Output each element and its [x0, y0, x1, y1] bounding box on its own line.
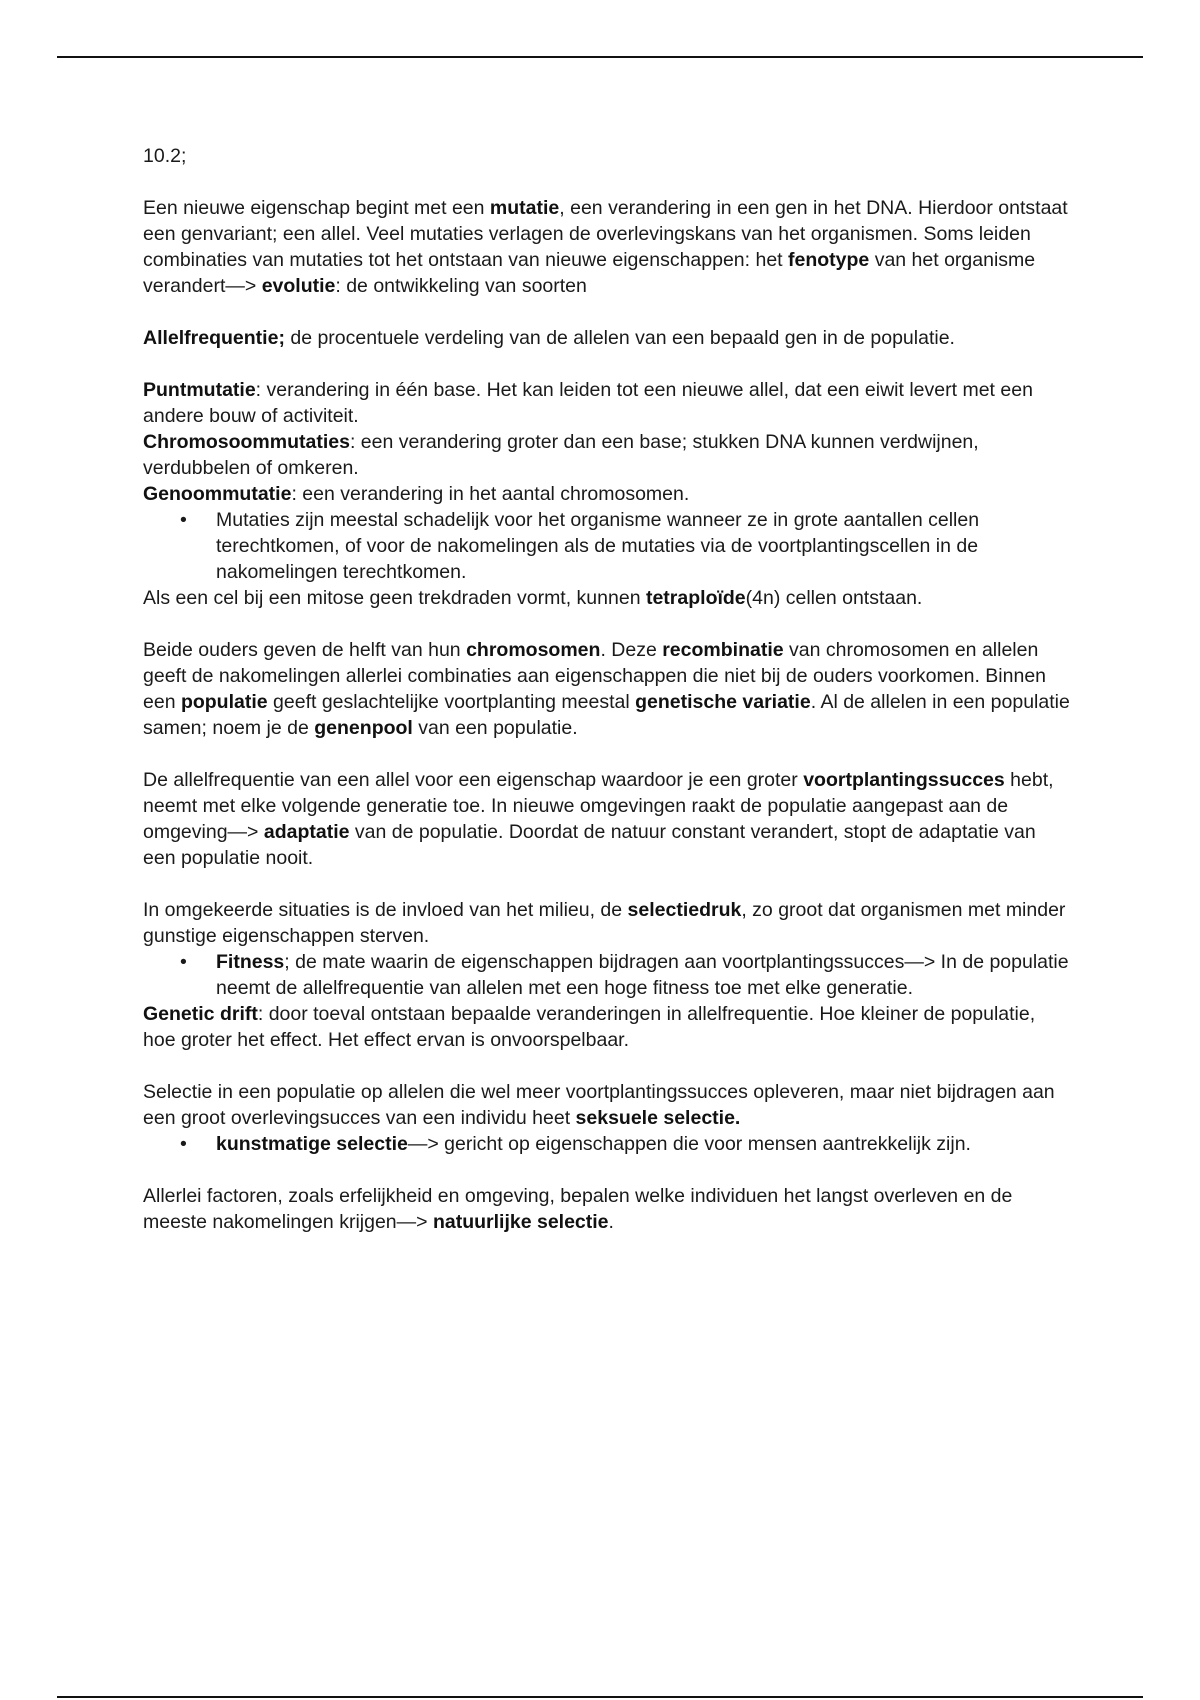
- term-mutatie: mutatie: [489, 197, 560, 219]
- footer-rule: [57, 1696, 1143, 1698]
- bullet-list: [143, 1131, 1073, 1157]
- list-item: • Fitness; de mate waarin de eigenschappen bijdragen aan voortplantingssucces—> In de populatie neemt de allelfrequentie van allelen met een hoge fitness toe met elke generatie.: [180, 951, 1069, 999]
- definition-chromosoommutaties: Chromosoommutaties: een verandering groter dan een base; stukken DNA kunnen verdwijnen, verdubbelen of omkeren.: [143, 431, 979, 479]
- list-item: • Mutaties zijn meestal schadelijk voor het organisme wanneer ze in grote aantallen cellen terechtkomen, of voor de nakomelingen als de mutaties via de voortplantingscellen in de nakomelingen terechtkomen.: [180, 509, 980, 583]
- term-voortplantingssucces: voortplantingssucces: [803, 769, 1005, 791]
- bullet-list: [143, 949, 1073, 1001]
- bullet-icon: •: [180, 509, 187, 531]
- paragraph-selectiedruk: In omgekeerde situaties is de invloed van het milieu, de selectiedruk, zo groot dat organismen met minder gunstige eigenschappen sterven. • Fitness; de mate waarin de eigenschappen bijdragen aan voortplantingssucces—> In de populatie neemt de allelfrequentie van allelen met een hoge fitness toe met elke generatie. Genetic drift: door toeval ontstaan bepaalde veranderingen in allelfrequentie. Hoe kleiner de populatie, hoe groter het effect. Het effect ervan is onvoorspelbaar.: [143, 897, 1073, 1053]
- paragraph-natuurlijke-selectie: Allerlei factoren, zoals erfelijkheid en omgeving, bepalen welke individuen het langst overleven en de meeste nakomelingen krijgen—> natuurlijke selectie.: [143, 1185, 1013, 1233]
- sentence-tetraploide: Als een cel bij een mitose geen trekdraden vormt, kunnen tetraploïde(4n) cellen ontstaan.: [143, 587, 923, 609]
- header-rule: [57, 56, 1143, 58]
- bullet-icon: •: [180, 951, 187, 973]
- section-heading: 10.2;: [143, 145, 187, 167]
- paragraph-recombinatie: Beide ouders geven de helft van hun chromosomen. Deze recombinatie van chromosomen en allelen geeft de nakomelingen allerlei combinaties aan eigenschappen die niet bij de ouders voorkomen. Binnen een populatie geeft geslachtelijke voortplanting meestal genetische variatie. Al de allelen in een populatie samen; noem je de genenpool van een populatie.: [143, 639, 1070, 739]
- term-recombinatie: recombinatie: [662, 639, 784, 661]
- term-fenotype: fenotype: [788, 249, 870, 271]
- definition-genetic-drift: Genetic drift: door toeval ontstaan bepaalde veranderingen in allelfrequentie. Hoe kleiner de populatie, hoe groter het effect. Het effect ervan is onvoorspelbaar.: [143, 1003, 1036, 1051]
- term-populatie: populatie: [180, 691, 268, 713]
- term-genenpool: genenpool: [314, 717, 413, 739]
- definition-puntmutatie: Puntmutatie: verandering in één base. Het kan leiden tot een nieuwe allel, dat een eiwit levert met een andere bouw of activiteit.: [143, 379, 1033, 427]
- bullet-icon: •: [180, 1133, 187, 1155]
- term-selectiedruk: selectiedruk: [627, 899, 742, 921]
- paragraph-mutatietypes: [143, 377, 1073, 611]
- term-tetraploide: tetraploïde: [645, 587, 746, 609]
- term-natuurlijke-selectie: natuurlijke selectie: [432, 1211, 609, 1233]
- list-item: • kunstmatige selectie—> gericht op eigenschappen die voor mensen aantrekkelijk zijn.: [180, 1133, 971, 1155]
- paragraph-adaptatie: De allelfrequentie van een allel voor een eigenschap waardoor je een groter voortplantingssucces hebt, neemt met elke volgende generatie toe. In nieuwe omgevingen raakt de populatie aangepast aan de omgeving—> adaptatie van de populatie. Doordat de natuur constant verandert, stopt de adaptatie van een populatie nooit.: [143, 769, 1054, 869]
- term-adaptatie: adaptatie: [263, 821, 350, 843]
- term-evolutie: evolutie: [261, 275, 336, 297]
- bullet-list: [143, 507, 1073, 585]
- term-seksuele-selectie: seksuele selectie.: [575, 1107, 741, 1129]
- definition-genoommutatie: Genoommutatie: een verandering in het aantal chromosomen.: [143, 483, 690, 505]
- document-body: [143, 143, 1073, 1261]
- term-fitness: Fitness: [216, 951, 285, 973]
- paragraph-allelfrequentie: Allelfrequentie; de procentuele verdeling van de allelen van een bepaald gen in de populatie.: [143, 327, 955, 349]
- term-genetische-variatie: genetische variatie: [635, 691, 811, 713]
- term-kunstmatige-selectie: kunstmatige selectie: [216, 1133, 408, 1155]
- term-chromosomen: chromosomen: [466, 639, 601, 661]
- term-allelfrequentie: Allelfrequentie;: [143, 327, 285, 349]
- paragraph-seksuele-selectie: Selectie in een populatie op allelen die wel meer voortplantingssucces opleveren, maar niet bijdragen aan een groot overlevingsucces van een individu heet seksuele selectie. • kunstmatige selectie—> gericht op eigenschappen die voor mensen aantrekkelijk zijn.: [143, 1079, 1073, 1157]
- paragraph-mutatie: Een nieuwe eigenschap begint met een mutatie, een verandering in een gen in het DNA. Hierdoor ontstaat een genvariant; een allel. Veel mutaties verlagen de overlevingskans van het organismen. Soms leiden combinaties van mutaties tot het ontstaan van nieuwe eigenschappen: het fenotype van het organisme verandert—> evolutie: de ontwikkeling van soorten: [143, 197, 1068, 297]
